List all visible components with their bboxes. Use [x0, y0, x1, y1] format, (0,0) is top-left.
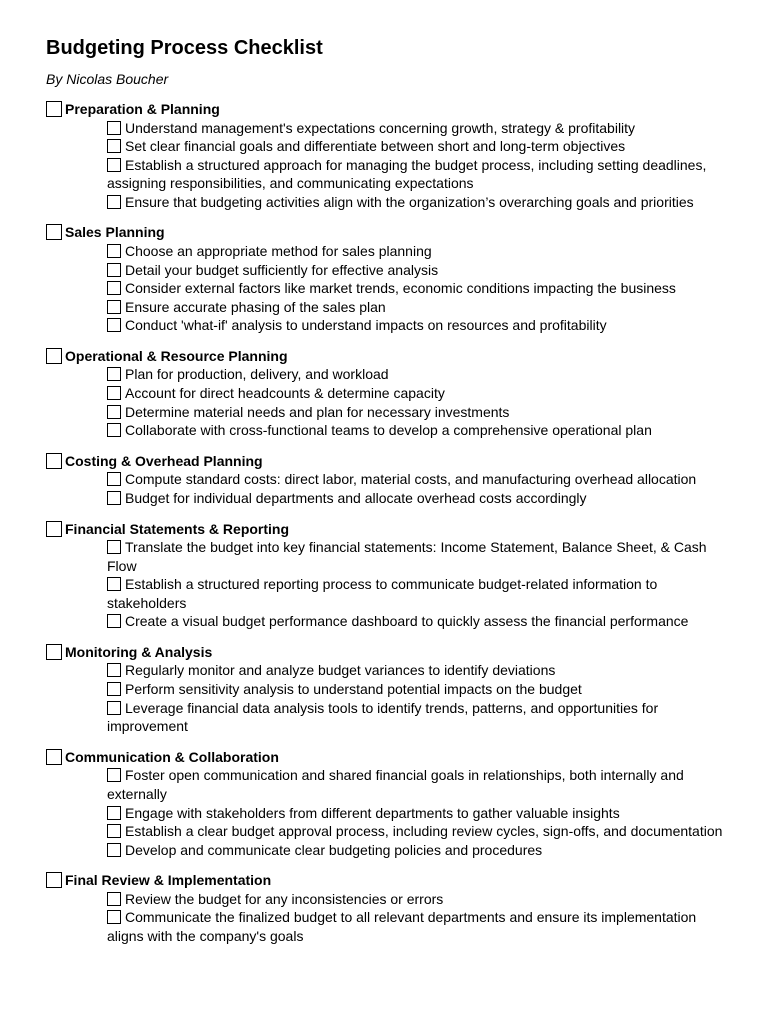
item-text: Regularly monitor and analyze budget variances to identify deviations — [125, 662, 556, 679]
item-checkbox[interactable] — [107, 244, 121, 258]
item-checkbox[interactable] — [107, 768, 121, 782]
item-text: Determine material needs and plan for necessary investments — [125, 403, 510, 420]
checklist-item — [107, 384, 726, 403]
checklist-item — [107, 822, 726, 841]
checklist-item — [107, 489, 726, 508]
checklist-section — [46, 748, 726, 859]
item-text: Translate the budget into key financial statements: Income Statement, Balance Sheet, & Cash Flow — [107, 539, 707, 574]
item-text: Establish a clear budget approval process, including review cycles, sign-offs, and documentation — [125, 823, 723, 840]
checklist-item — [107, 766, 726, 803]
item-text: Plan for production, delivery, and workload — [125, 366, 389, 383]
item-text: Budget for individual departments and allocate overhead costs accordingly — [125, 489, 587, 506]
checklist-section — [46, 520, 726, 631]
item-text: Engage with stakeholders from different departments to gather valuable insights — [125, 804, 620, 821]
section-title: Operational & Resource Planning — [65, 347, 288, 364]
item-text: Establish a structured approach for managing the budget process, including setting deadlines, assigning responsibilities, and communicating expectations — [107, 156, 707, 192]
checklist-item — [107, 538, 726, 575]
item-text: Collaborate with cross-functional teams to develop a comprehensive operational plan — [125, 422, 652, 439]
checklist-item — [107, 661, 726, 680]
section-heading — [46, 100, 726, 119]
checklist-sections — [46, 100, 726, 946]
section-item-list — [107, 661, 726, 735]
page-title: Budgeting Process Checklist — [46, 37, 323, 59]
item-checkbox[interactable] — [107, 195, 121, 209]
checklist-item — [107, 804, 726, 823]
item-checkbox[interactable] — [107, 701, 121, 715]
item-checkbox[interactable] — [107, 491, 121, 505]
item-text: Leverage financial data analysis tools to identify trends, patterns, and opportunities for improvement — [107, 699, 659, 735]
checklist-item — [107, 316, 726, 335]
item-checkbox[interactable] — [107, 614, 121, 628]
item-checkbox[interactable] — [107, 910, 121, 924]
item-text: Communicate the finalized budget to all relevant departments and ensure its implementation aligns with the company's goals — [107, 909, 697, 944]
checklist-page — [46, 34, 726, 946]
item-text: Understand management's expectations concerning growth, strategy & profitability — [125, 119, 636, 136]
item-text: Perform sensitivity analysis to understand potential impacts on the budget — [125, 681, 582, 698]
item-checkbox[interactable] — [107, 158, 121, 172]
section-item-list — [107, 890, 726, 946]
item-checkbox[interactable] — [107, 405, 121, 419]
section-checkbox[interactable] — [46, 453, 62, 469]
section-title: Financial Statements & Reporting — [65, 520, 290, 537]
item-checkbox[interactable] — [107, 540, 121, 554]
section-title: Preparation & Planning — [65, 101, 220, 117]
item-text: Compute standard costs: direct labor, material costs, and manufacturing overhead allocation — [125, 471, 697, 488]
section-heading — [46, 871, 726, 890]
item-checkbox[interactable] — [107, 663, 121, 677]
section-item-list — [107, 766, 726, 859]
item-checkbox[interactable] — [107, 824, 121, 838]
checklist-section — [46, 871, 726, 945]
checklist-item — [107, 421, 726, 440]
section-heading — [46, 748, 726, 767]
section-item-list — [107, 365, 726, 439]
checklist-item — [107, 119, 726, 138]
checklist-item — [107, 279, 726, 298]
item-text: Choose an appropriate method for sales planning — [125, 242, 432, 259]
section-checkbox[interactable] — [46, 872, 62, 888]
section-heading — [46, 520, 726, 539]
item-text: Foster open communication and shared financial goals in relationships, both internally and externally — [107, 767, 684, 802]
item-checkbox[interactable] — [107, 300, 121, 314]
checklist-item — [107, 890, 726, 909]
checklist-section — [46, 452, 726, 508]
item-checkbox[interactable] — [107, 139, 121, 153]
item-text: Consider external factors like market trends, economic conditions impacting the business — [125, 280, 676, 297]
item-checkbox[interactable] — [107, 318, 121, 332]
item-checkbox[interactable] — [107, 682, 121, 696]
item-text: Create a visual budget performance dashboard to quickly assess the financial performance — [125, 613, 689, 630]
item-text: Set clear financial goals and differentiate between short and long-term objectives — [125, 138, 626, 155]
checklist-item — [107, 575, 726, 612]
section-checkbox[interactable] — [46, 644, 62, 660]
item-text: Ensure that budgeting activities align with the organization’s overarching goals and priorities — [125, 193, 694, 210]
item-checkbox[interactable] — [107, 423, 121, 437]
section-heading — [46, 452, 726, 471]
item-checkbox[interactable] — [107, 577, 121, 591]
item-text: Ensure accurate phasing of the sales plan — [125, 298, 386, 315]
item-checkbox[interactable] — [107, 806, 121, 820]
section-item-list — [107, 242, 726, 335]
section-checkbox[interactable] — [46, 101, 62, 117]
section-title: Sales Planning — [65, 224, 165, 241]
section-checkbox[interactable] — [46, 521, 62, 537]
item-checkbox[interactable] — [107, 263, 121, 277]
item-checkbox[interactable] — [107, 386, 121, 400]
checklist-item — [107, 242, 726, 261]
section-heading — [46, 643, 726, 662]
section-title: Monitoring & Analysis — [65, 643, 213, 660]
checklist-section — [46, 100, 726, 211]
section-checkbox[interactable] — [46, 348, 62, 364]
item-checkbox[interactable] — [107, 892, 121, 906]
checklist-item — [107, 699, 726, 736]
checklist-item — [107, 298, 726, 317]
checklist-item — [107, 156, 726, 193]
item-text: Develop and communicate clear budgeting policies and procedures — [125, 841, 543, 858]
checklist-section — [46, 223, 726, 334]
section-heading — [46, 347, 726, 366]
checklist-item — [107, 261, 726, 280]
checklist-item — [107, 470, 726, 489]
section-checkbox[interactable] — [46, 749, 62, 765]
section-heading — [46, 223, 726, 242]
item-text: Detail your budget sufficiently for effective analysis — [125, 261, 439, 278]
checklist-item — [107, 908, 726, 945]
checklist-item — [107, 193, 726, 212]
checklist-item — [107, 137, 726, 156]
section-title: Communication & Collaboration — [65, 748, 279, 765]
checklist-item — [107, 403, 726, 422]
checklist-item — [107, 841, 726, 860]
item-checkbox[interactable] — [107, 843, 121, 857]
item-checkbox[interactable] — [107, 367, 121, 381]
checklist-section — [46, 347, 726, 440]
section-checkbox[interactable] — [46, 224, 62, 240]
item-text: Review the budget for any inconsistencies or errors — [125, 890, 444, 907]
author-byline: By Nicolas Boucher — [46, 71, 169, 87]
item-checkbox[interactable] — [107, 472, 121, 486]
section-item-list — [107, 470, 726, 507]
section-item-list — [107, 538, 726, 631]
checklist-item — [107, 612, 726, 631]
section-title: Costing & Overhead Planning — [65, 452, 263, 469]
item-text: Conduct 'what-if' analysis to understand impacts on resources and profitability — [125, 317, 607, 334]
checklist-item — [107, 365, 726, 384]
section-item-list — [107, 119, 726, 212]
item-checkbox[interactable] — [107, 281, 121, 295]
checklist-item — [107, 680, 726, 699]
section-title: Final Review & Implementation — [65, 872, 272, 889]
item-text: Establish a structured reporting process to communicate budget-related information to stakeholders — [107, 576, 658, 611]
checklist-section — [46, 643, 726, 736]
item-text: Account for direct headcounts & determine capacity — [125, 385, 445, 402]
item-checkbox[interactable] — [107, 121, 121, 135]
